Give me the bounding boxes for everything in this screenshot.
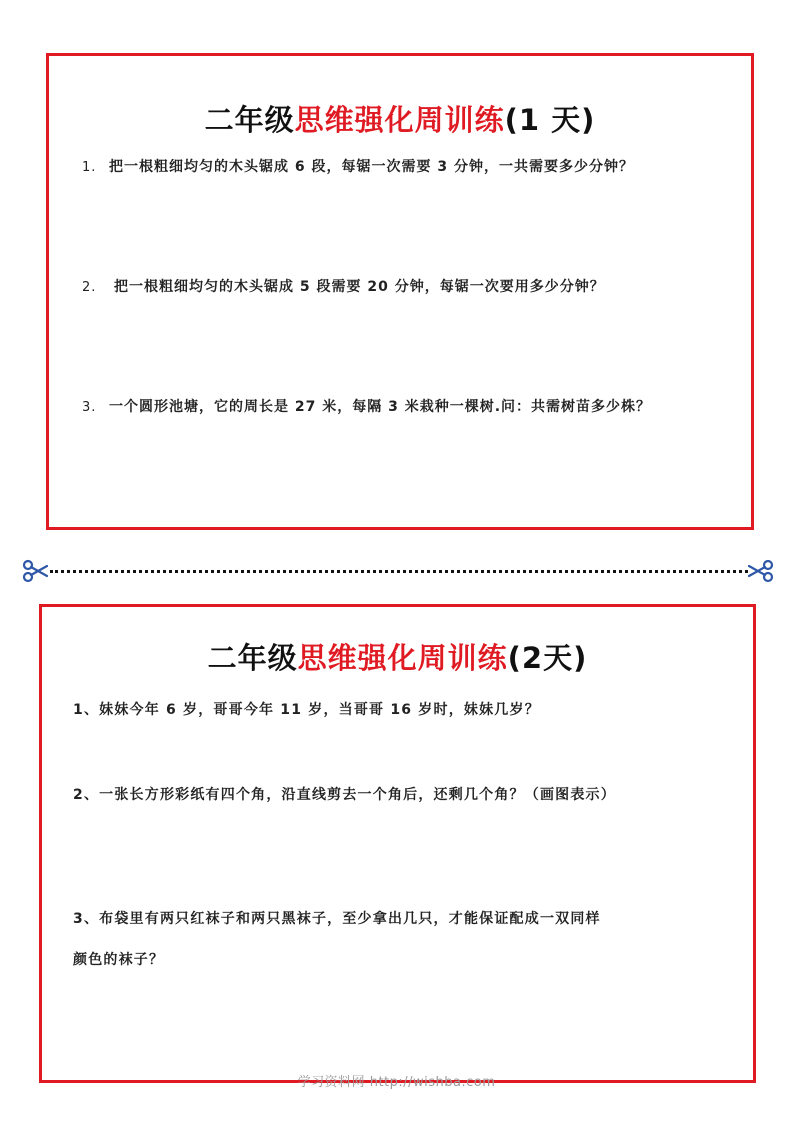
day1-question-1	[82, 156, 634, 176]
cut-line	[22, 558, 774, 584]
question-text: 把一根粗细均匀的木头锯成 6 段，每锯一次需要 3 分钟，一共需要多少分钟？	[109, 159, 634, 175]
question-number: 1.	[82, 160, 97, 175]
scissors-icon	[22, 558, 48, 584]
day2-title-day: (2天)	[507, 641, 588, 675]
day2-title-main: 思维强化周训练	[297, 641, 508, 675]
day1-title-grade: 二年级	[204, 103, 295, 137]
day2-question-3-line-2: 颜色的袜子？	[73, 952, 165, 968]
day2-question-1: 1、妹妹今年 6 岁，哥哥今年 11 岁，当哥哥 16 岁时，妹妹几岁？	[73, 702, 540, 718]
question-number: 2.	[82, 280, 97, 295]
day2-question-2: 2、一张长方形彩纸有四个角，沿直线剪去一个角后，还剩几个角？（画图表示）	[73, 787, 616, 803]
day1-title-main: 思维强化周训练	[294, 103, 505, 137]
scissors-icon	[748, 558, 774, 584]
question-number: 3.	[82, 400, 97, 415]
footer-watermark: 学习资料网 http://wishba.com	[297, 1075, 496, 1090]
question-text: 一个圆形池塘，它的周长是 27 米，每隔 3 米栽种一棵树.问：共需树苗多少株？	[109, 399, 652, 415]
day1-title	[49, 98, 751, 139]
day2-title-grade: 二年级	[207, 641, 298, 675]
dotted-cut-line	[50, 570, 748, 573]
day1-title-day: (1 天)	[504, 103, 596, 137]
day2-title	[42, 636, 753, 677]
question-text: 把一根粗细均匀的木头锯成 5 段需要 20 分钟，每锯一次要用多少分钟？	[114, 279, 605, 295]
day2-question-3-line-1: 3、布袋里有两只红袜子和两只黑袜子，至少拿出几只，才能保证配成一双同样	[73, 911, 601, 927]
day1-question-3	[82, 396, 651, 416]
day1-card	[46, 53, 754, 530]
day1-question-2	[82, 276, 605, 296]
day2-card	[39, 604, 756, 1083]
